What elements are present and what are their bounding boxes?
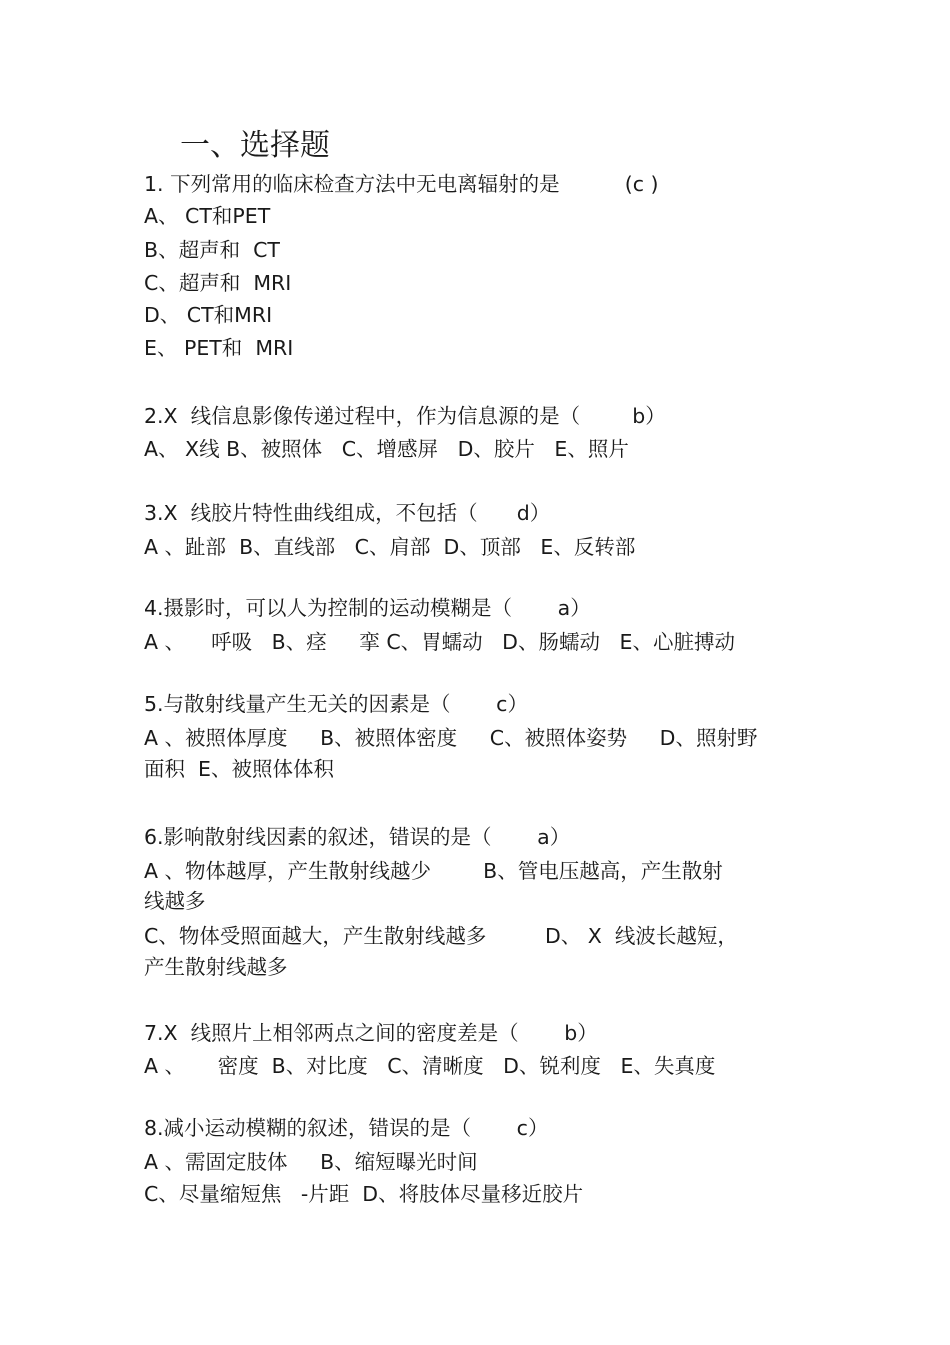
question-4-options: A 、 呼吸 B、痉 挛 C、胃蠕动 D、肠蠕动 E、心脏搏动 [144, 630, 735, 654]
question-6-options-line-2: 线越多 [144, 889, 206, 913]
question-8-options-line-2: C、尽量缩短焦 -片距 D、将肢体尽量移近胶片 [144, 1182, 584, 1206]
question-1-option-e: E、 PET和 MRI [144, 336, 294, 360]
question-4-stem: 4.摄影时，可以人为控制的运动模糊是（ a） [144, 596, 591, 620]
question-7-stem: 7.X 线照片上相邻两点之间的密度差是（ b） [144, 1021, 598, 1045]
question-8-stem: 8.减小运动模糊的叙述，错误的是（ c） [144, 1116, 549, 1140]
question-5-options-line-1: A 、被照体厚度 B、被照体密度 C、被照体姿势 D、照射野 [144, 726, 758, 750]
question-6-options-line-1: A 、物体越厚，产生散射线越少 B、管电压越高，产生散射 [144, 859, 723, 883]
question-2-options: A、 X线 B、被照体 C、增感屏 D、胶片 E、照片 [144, 437, 629, 461]
question-8-options-line-1: A 、需固定肢体 B、缩短曝光时间 [144, 1150, 478, 1174]
question-1-option-a: A、 CT和PET [144, 204, 271, 228]
question-3-stem: 3.X 线胶片特性曲线组成，不包括（ d） [144, 501, 551, 525]
question-6-options-line-3: C、物体受照面越大，产生散射线越多 D、 X 线波长越短， [144, 924, 738, 948]
question-5-stem: 5.与散射线量产生无关的因素是（ c） [144, 692, 528, 716]
question-1-stem: 1. 下列常用的临床检查方法中无电离辐射的是 (c ) [144, 172, 659, 196]
section-title: 一、选择题 [180, 128, 330, 163]
question-5-options-line-2: 面积 E、被照体体积 [144, 757, 334, 781]
question-1-option-c: C、超声和 MRI [144, 271, 292, 295]
question-7-options: A 、 密度 B、对比度 C、清晰度 D、锐利度 E、失真度 [144, 1054, 716, 1078]
question-6-stem: 6.影响散射线因素的叙述，错误的是（ a） [144, 825, 571, 849]
question-1-option-d: D、 CT和MRI [144, 303, 273, 327]
question-3-options: A 、趾部 B、直线部 C、肩部 D、顶部 E、反转部 [144, 535, 636, 559]
question-1-option-b: B、超声和 CT [144, 238, 280, 262]
question-6-options-line-4: 产生散射线越多 [144, 955, 288, 979]
question-2-stem: 2.X 线信息影像传递过程中，作为信息源的是（ b） [144, 404, 666, 428]
